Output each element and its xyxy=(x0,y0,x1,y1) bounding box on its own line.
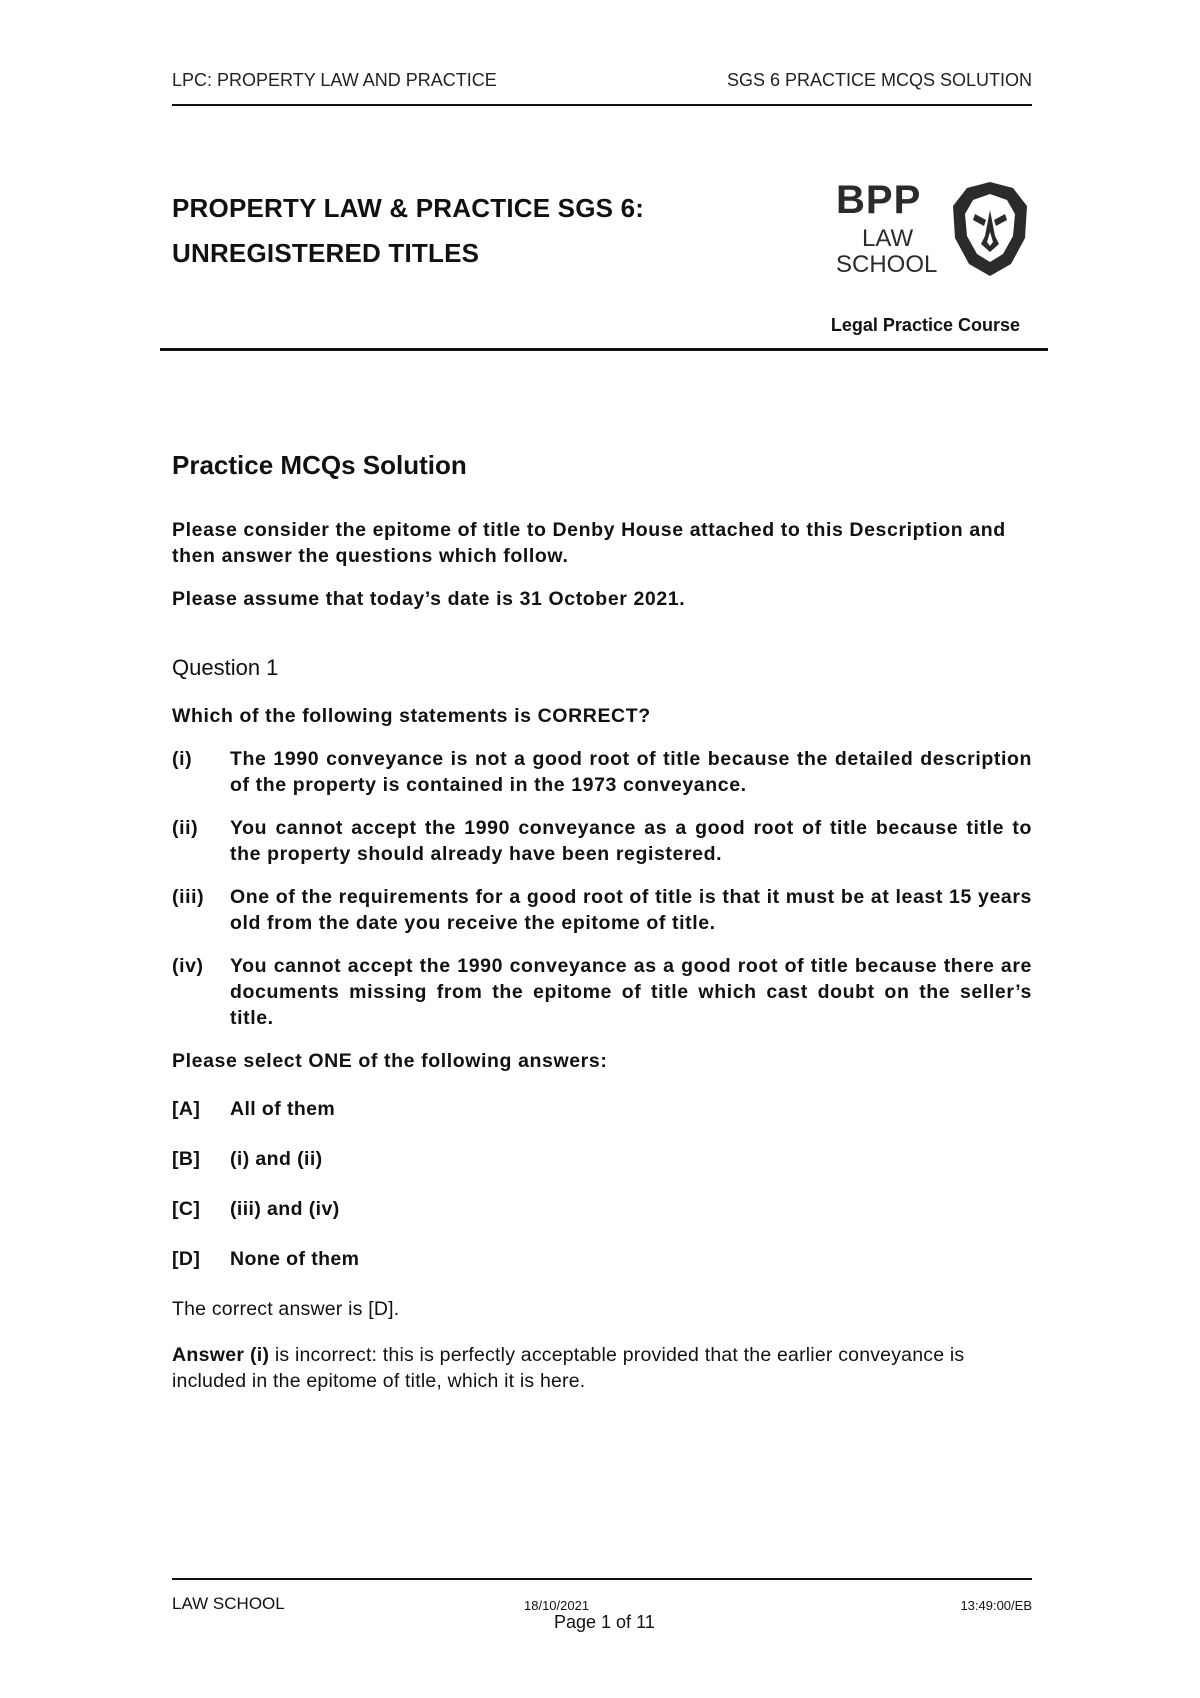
header-rule xyxy=(172,104,1032,106)
statement-number: (i) xyxy=(172,748,193,770)
option-key: [D] xyxy=(172,1248,201,1270)
main-content xyxy=(172,450,1032,1411)
answer-option xyxy=(172,1246,1032,1272)
statement-text: The 1990 conveyance is not a good root of title because the detailed description of the property is contained in the 1973 conveyance. xyxy=(230,748,1032,796)
statement-number: (ii) xyxy=(172,817,199,839)
footer-date: 18/10/2021 xyxy=(524,1598,590,1613)
statement-number: (iii) xyxy=(172,886,205,908)
header-right: SGS 6 PRACTICE MCQS SOLUTION xyxy=(726,70,1032,90)
footer-rule xyxy=(172,1578,1032,1580)
answer-option xyxy=(172,1146,1032,1172)
footer-left: LAW SCHOOL xyxy=(172,1594,285,1613)
running-header xyxy=(172,70,1032,94)
statement-text: One of the requirements for a good root of title is that it must be at least 15 years old from the date you receive the epitome of title. xyxy=(230,886,1032,934)
answer-explanation xyxy=(172,1342,1032,1394)
logo-school-text: SCHOOL xyxy=(836,251,938,278)
section-title: Practice MCQs Solution xyxy=(172,450,467,480)
answer-option xyxy=(172,1196,1032,1222)
bpp-law-school-logo xyxy=(836,178,1036,288)
explanation-text: is incorrect: this is perfectly acceptable provided that the earlier conveyance is included in the epitome of title, which it is here. xyxy=(172,1344,965,1392)
select-prompt: Please select ONE of the following answers: xyxy=(172,1050,608,1072)
question-heading: Question 1 xyxy=(172,655,279,680)
page-footer xyxy=(172,1594,1032,1654)
question-prompt: Which of the following statements is CORRECT? xyxy=(172,705,651,727)
intro-paragraph-2: Please assume that today’s date is 31 October 2021. xyxy=(172,588,686,610)
statement-item xyxy=(172,884,1032,936)
statement-item xyxy=(172,746,1032,798)
logo-bpp-text: BPP xyxy=(836,178,922,222)
title-rule xyxy=(160,348,1048,351)
option-key: [B] xyxy=(172,1148,201,1170)
explanation-label: Answer (i) xyxy=(172,1344,270,1366)
statement-item xyxy=(172,815,1032,867)
option-text: (iii) and (iv) xyxy=(230,1198,340,1220)
title-line-1: PROPERTY LAW & PRACTICE SGS 6: xyxy=(172,193,645,223)
option-key: [A] xyxy=(172,1098,201,1120)
statement-text: You cannot accept the 1990 conveyance as a good root of title because title to the property should already have been registered. xyxy=(230,817,1032,865)
intro-paragraph-1: Please consider the epitome of title to Denby House attached to this Description and then answer the questions which follow. xyxy=(172,519,1006,567)
title-line-2: UNREGISTERED TITLES xyxy=(172,238,480,268)
lion-head-icon xyxy=(951,180,1029,278)
course-label: Legal Practice Course xyxy=(830,315,1020,335)
answer-option xyxy=(172,1096,1032,1122)
header-left: LPC: PROPERTY LAW AND PRACTICE xyxy=(172,70,497,90)
statement-text: You cannot accept the 1990 conveyance as a good root of title because there are documents missing from the epitome of title which cast doubt on the seller’s title. xyxy=(230,955,1032,1029)
option-text: (i) and (ii) xyxy=(230,1148,323,1170)
page-number: Page 1 of 11 xyxy=(554,1612,655,1632)
option-text: All of them xyxy=(230,1098,336,1120)
statement-number: (iv) xyxy=(172,955,204,977)
correct-answer: The correct answer is [D]. xyxy=(172,1298,400,1320)
statement-item xyxy=(172,953,1032,1031)
document-title xyxy=(172,186,644,276)
logo-law-text: LAW xyxy=(862,225,914,252)
footer-right: 13:49:00/EB xyxy=(960,1598,1032,1613)
option-key: [C] xyxy=(172,1198,201,1220)
option-text: None of them xyxy=(230,1248,360,1270)
